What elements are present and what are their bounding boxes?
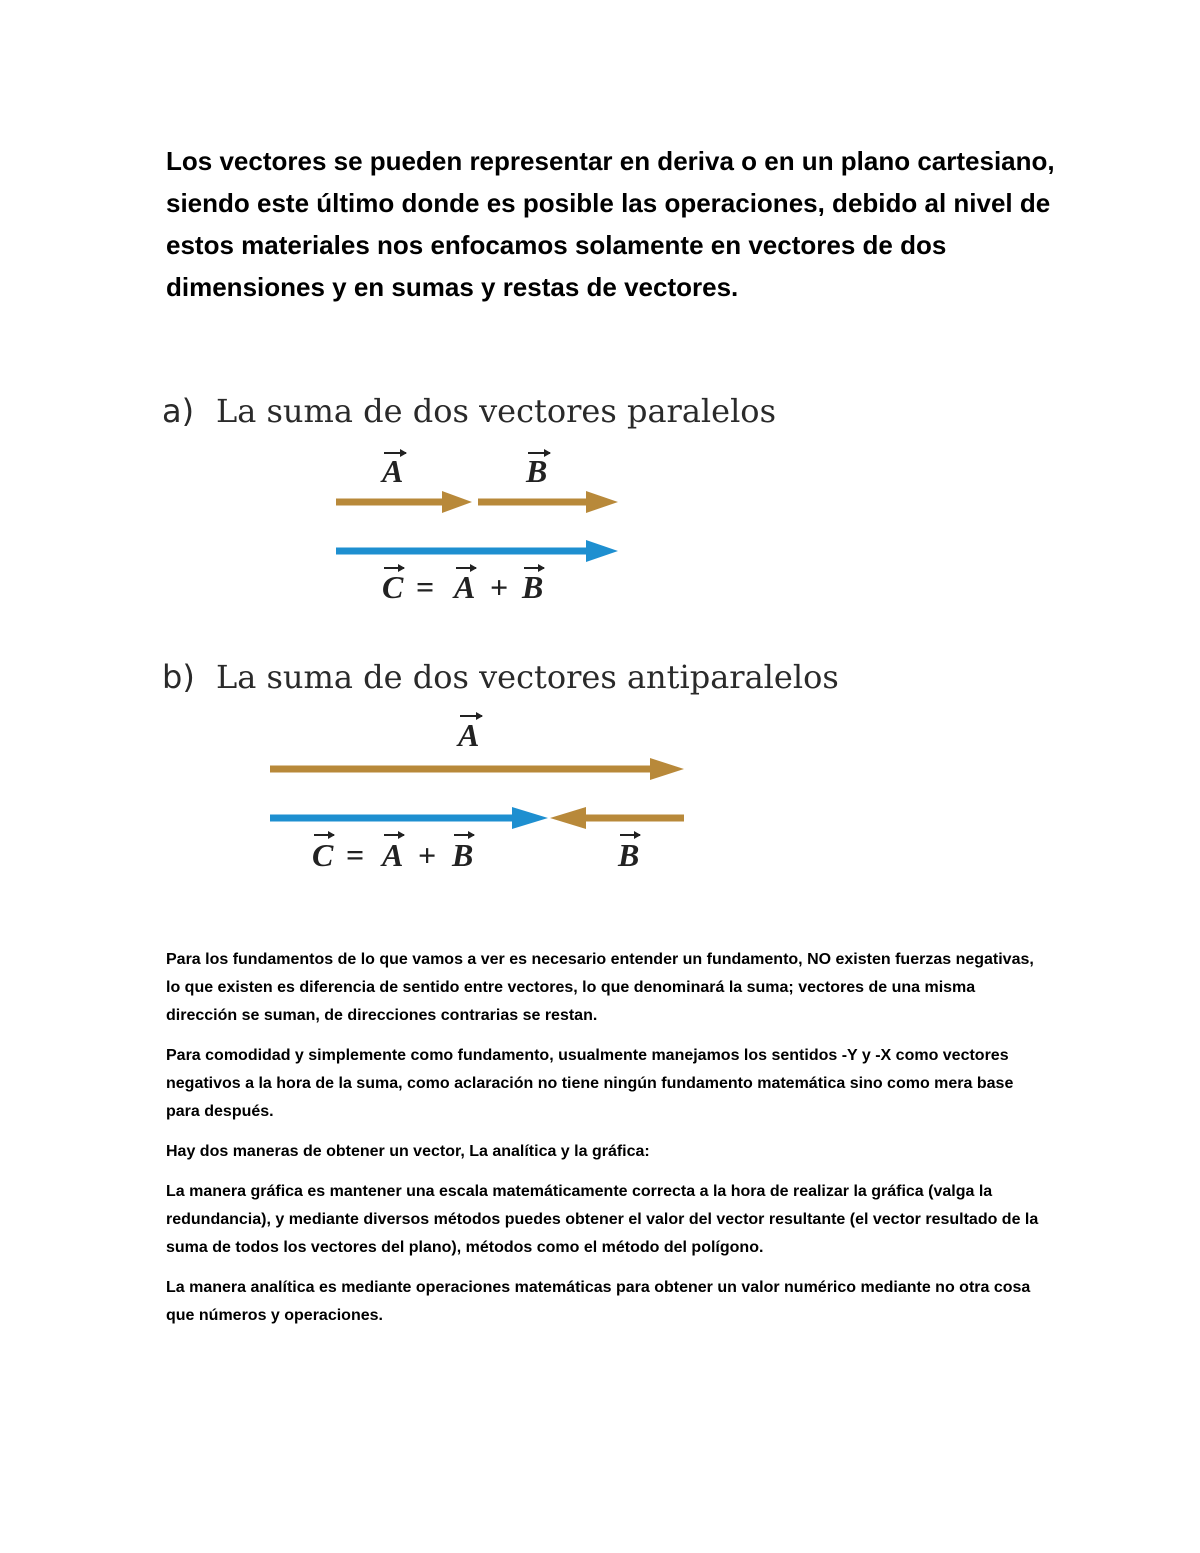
vector-b-A-arrow	[270, 758, 684, 780]
paragraph-fundamentos: Para los fundamentos de lo que vamos a ver es necesario entender un fundamento, NO existen fuerzas negativas, lo que existen es diferencia de sentido entre vectores, lo que denominará la suma; vectores de una misma dirección se suman, de direcciones contrarias se restan.	[166, 951, 1034, 1024]
svg-text:A: A	[382, 453, 404, 489]
svg-text:+: +	[418, 837, 437, 873]
caption-b: La suma de dos vectores antiparalelos	[216, 658, 839, 696]
vector-a-C-arrow	[336, 540, 618, 562]
vector-a-A-arrow	[336, 491, 472, 513]
vector-label-b-A	[456, 712, 483, 753]
svg-text:A: A	[458, 717, 480, 753]
equation-a	[382, 564, 545, 605]
vector-label-a-A	[380, 449, 407, 489]
vector-b-B-arrow	[550, 807, 684, 829]
svg-text:B: B	[522, 569, 544, 605]
svg-text:B: B	[618, 837, 640, 873]
svg-text:=: =	[346, 837, 365, 873]
svg-text:C: C	[312, 837, 334, 873]
vector-diagram	[150, 380, 850, 900]
vector-sum-figure	[150, 380, 850, 900]
svg-text:A: A	[382, 837, 404, 873]
vector-label-a-B	[525, 449, 551, 489]
paragraph-maneras: Hay dos maneras de obtener un vector, La analítica y la gráfica:	[166, 1143, 650, 1160]
caption-a-letter: a)	[162, 392, 195, 430]
caption-a: La suma de dos vectores paralelos	[216, 392, 776, 430]
paragraph-analitica: La manera analítica es mediante operaciones matemáticas para obtener un valor numérico mediante no otra cosa que números y operaciones.	[166, 1279, 1031, 1324]
vector-b-C-arrow	[270, 807, 548, 829]
svg-text:B: B	[452, 837, 474, 873]
vector-a-B-arrow	[478, 491, 618, 513]
caption-b-letter: b)	[162, 658, 195, 696]
svg-text:B: B	[526, 453, 548, 489]
paragraph-comodidad: Para comodidad y simplemente como fundamento, usualmente manejamos los sentidos -Y y -X como vectores negativos a la hora de la suma, como aclaración no tiene ningún fundamento matemática sino como mera base para después.	[166, 1047, 1014, 1120]
equation-b	[312, 831, 475, 873]
svg-text:C: C	[382, 569, 404, 605]
svg-text:+: +	[490, 569, 509, 605]
svg-text:=: =	[416, 569, 435, 605]
svg-text:A: A	[454, 569, 476, 605]
vector-label-b-B	[617, 831, 641, 873]
intro-paragraph: Los vectores se pueden representar en deriva o en un plano cartesiano, siendo este último donde es posible las operaciones, debido al nivel de estos materiales nos enfocamos solamente en vectores de dos dimensiones y en sumas y restas de vectores.	[166, 146, 1055, 302]
paragraph-grafica: La manera gráfica es mantener una escala matemáticamente correcta a la hora de realizar la gráfica (valga la redundancia), y mediante diversos métodos puedes obtener el valor del vector resultante (el vector resultado de la suma de todos los vectores del plano), métodos como el método del polígono.	[166, 1183, 1039, 1256]
body-text	[166, 946, 1046, 1342]
